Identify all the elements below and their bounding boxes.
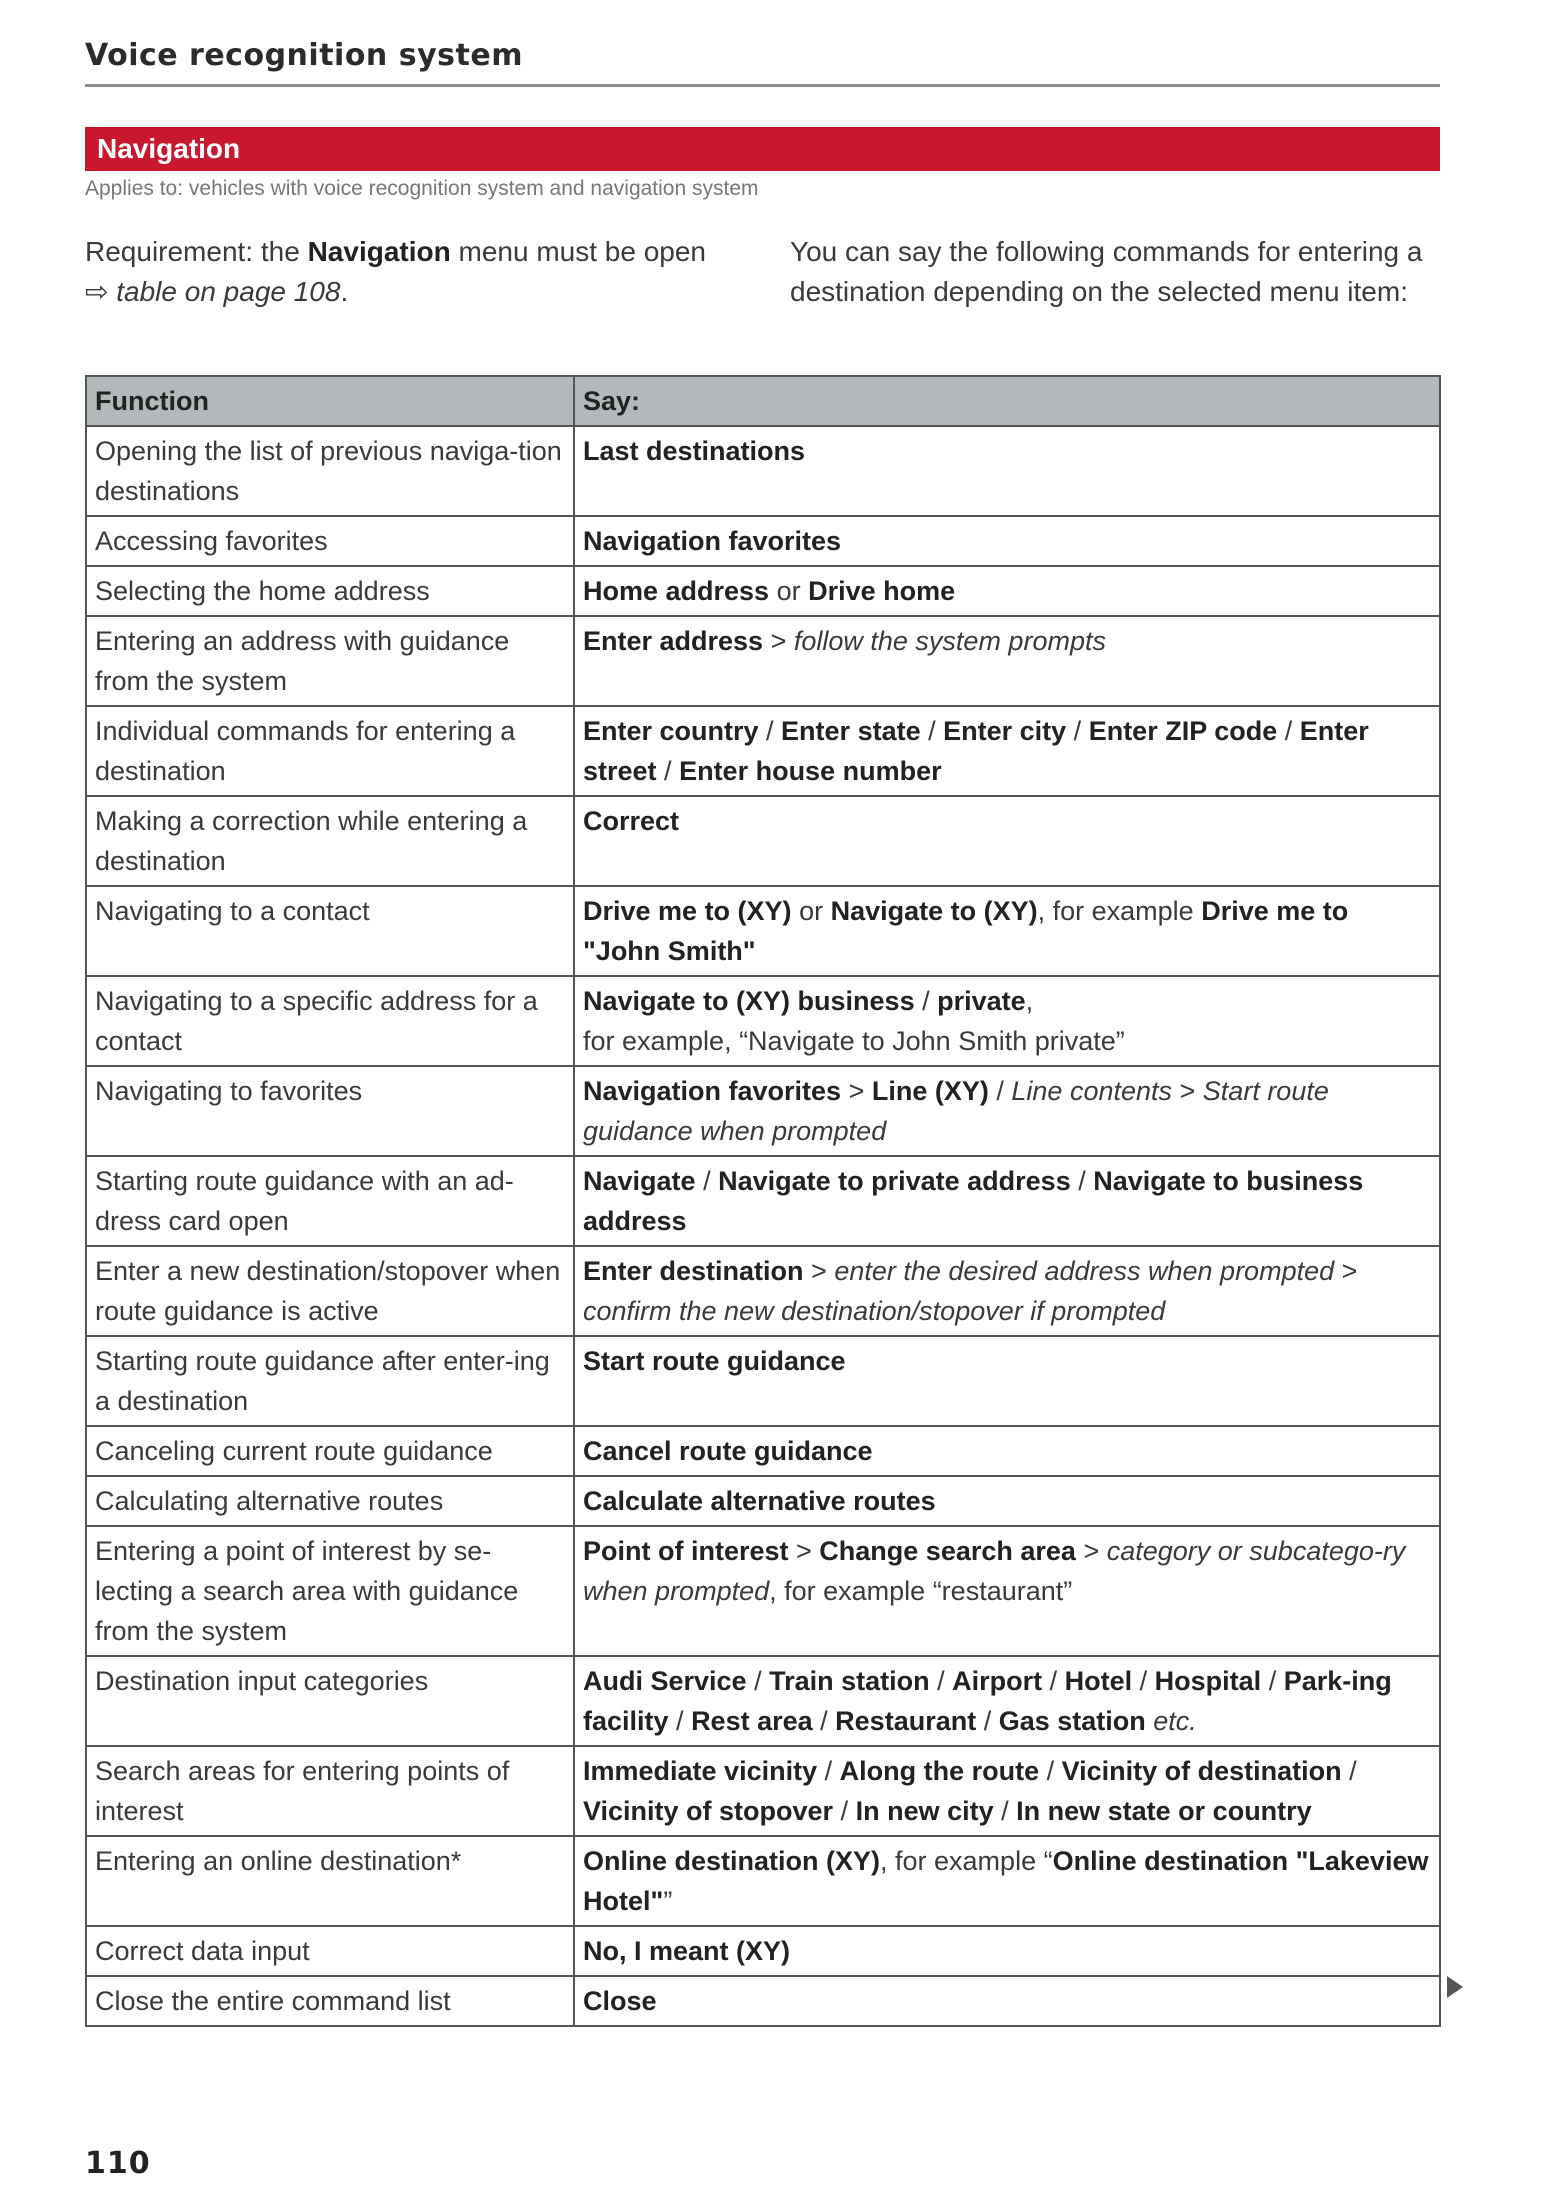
voice-command: Hospital: [1154, 1666, 1262, 1696]
say-cell: [574, 1526, 1440, 1656]
voice-command-table: [85, 375, 1441, 2027]
table-row: [86, 706, 1440, 796]
period: .: [340, 276, 349, 307]
table-row: [86, 1426, 1440, 1476]
voice-command: Calculate alternative routes: [583, 1486, 936, 1516]
requirement-text-middle: menu must be open: [450, 236, 706, 267]
voice-command: Navigate to (XY): [830, 896, 1038, 926]
voice-command: Cancel route guidance: [583, 1436, 873, 1466]
connector-text: /: [1039, 1756, 1062, 1786]
say-cell: [574, 1976, 1440, 2026]
connector-text: >: [763, 626, 794, 656]
voice-command: Immediate vicinity: [583, 1756, 818, 1786]
table-row: [86, 516, 1440, 566]
voice-command: In new city: [855, 1796, 994, 1826]
instruction-text: Start route guidance when prompted: [583, 1076, 1329, 1146]
instruction-text: follow the system prompts: [793, 626, 1106, 656]
table-row: [86, 976, 1440, 1066]
connector-text: /: [1261, 1666, 1284, 1696]
voice-command: Drive home: [808, 576, 956, 606]
connector-text: ”: [663, 1886, 673, 1916]
table-row: [86, 796, 1440, 886]
connector-text: /: [695, 1166, 719, 1196]
column-header-say: Say:: [574, 376, 1440, 426]
connector-text: >: [803, 1256, 835, 1286]
say-cell: [574, 1246, 1440, 1336]
voice-command: Drive me to (XY): [583, 896, 792, 926]
voice-command: Enter country: [583, 716, 759, 746]
function-cell: Search areas for entering points of interest: [86, 1746, 574, 1836]
table-body: [86, 426, 1440, 2026]
connector-text: >: [841, 1076, 872, 1106]
voice-command: Navigation favorites: [583, 1076, 842, 1106]
say-cell: [574, 516, 1440, 566]
voice-command: No, I meant (XY): [583, 1936, 791, 1966]
function-cell: Canceling current route guidance: [86, 1426, 574, 1476]
voice-command: Enter street: [583, 716, 1369, 786]
voice-command: Last destinations: [583, 436, 806, 466]
section-title: Navigation: [97, 133, 241, 164]
table-row: [86, 1976, 1440, 2026]
table-header-row: [86, 376, 1440, 426]
voice-command: Rest area: [691, 1706, 813, 1736]
say-cell: [574, 706, 1440, 796]
connector-text: ,: [1025, 986, 1034, 1016]
table-row: [86, 1476, 1440, 1526]
connector-text: >: [1075, 1536, 1107, 1566]
table-row: [86, 426, 1440, 516]
connector-text: /: [668, 1706, 692, 1736]
table-row: [86, 1336, 1440, 1426]
voice-command: Navigation favorites: [583, 526, 842, 556]
table-row: [86, 1526, 1440, 1656]
function-cell: Calculating alternative routes: [86, 1476, 574, 1526]
connector-text: /: [1341, 1756, 1357, 1786]
applies-to-note: Applies to: vehicles with voice recognition system and navigation system: [85, 177, 759, 200]
column-header-function: Function: [86, 376, 574, 426]
say-cell: [574, 1156, 1440, 1246]
function-cell: Starting route guidance with an ad-dress card open: [86, 1156, 574, 1246]
voice-command: Online destination (XY): [583, 1846, 881, 1876]
section-header-bar: [85, 127, 1440, 171]
voice-command: Navigate to (XY) business: [583, 986, 915, 1016]
say-cell: [574, 1476, 1440, 1526]
table-row: [86, 1066, 1440, 1156]
function-cell: Individual commands for entering a destination: [86, 706, 574, 796]
say-cell: [574, 1836, 1440, 1926]
function-cell: Destination input categories: [86, 1656, 574, 1746]
function-cell: Entering a point of interest by se-lecting a search area with guidance from the system: [86, 1526, 574, 1656]
connector-text: /: [746, 1666, 770, 1696]
say-cell: [574, 1746, 1440, 1836]
function-cell: Correct data input: [86, 1926, 574, 1976]
say-cell: [574, 1426, 1440, 1476]
voice-command: Airport: [952, 1666, 1043, 1696]
connector-text: /: [1132, 1666, 1155, 1696]
function-cell: Opening the list of previous naviga-tion destinations: [86, 426, 574, 516]
voice-command: Drive me to "John Smith": [583, 896, 1349, 966]
voice-command: Audi Service: [583, 1666, 747, 1696]
say-cell: [574, 1066, 1440, 1156]
connector-text: /: [993, 1796, 1017, 1826]
voice-command: Gas station: [998, 1706, 1146, 1736]
connector-text: /: [929, 1666, 953, 1696]
voice-command: Enter address: [583, 626, 764, 656]
connector-text: or: [791, 896, 831, 926]
voice-command: Navigate to business address: [583, 1166, 1364, 1236]
connector-text: /: [914, 986, 938, 1016]
cross-reference-arrow-icon: ⇨: [85, 276, 109, 307]
voice-command: Correct: [583, 806, 680, 836]
say-cell: [574, 426, 1440, 516]
menu-name: Navigation: [307, 236, 451, 267]
instruction-text: etc.: [1145, 1706, 1197, 1736]
table-row: [86, 886, 1440, 976]
connector-text: , for example: [1037, 896, 1202, 926]
connector-text: /: [1042, 1666, 1065, 1696]
function-cell: Entering an online destination*: [86, 1836, 574, 1926]
voice-command: Line (XY): [871, 1076, 989, 1106]
connector-text: , for example “: [880, 1846, 1053, 1876]
requirement-paragraph: [85, 232, 725, 312]
instruction-text: confirm the new destination/stopover if prompted: [583, 1296, 1166, 1326]
say-cell: [574, 886, 1440, 976]
connector-text: /: [1070, 1166, 1094, 1196]
voice-command: Restaurant: [835, 1706, 977, 1736]
voice-command: Navigate to private address: [718, 1166, 1071, 1196]
table-row: [86, 1656, 1440, 1746]
say-cell: [574, 796, 1440, 886]
voice-command: Start route guidance: [583, 1346, 846, 1376]
intro-paragraph: You can say the following commands for entering a destination depending on the selected menu item:: [790, 236, 1423, 307]
function-cell: Navigating to a contact: [86, 886, 574, 976]
voice-command: Vicinity of stopover: [583, 1796, 834, 1826]
function-cell: Starting route guidance after enter-ing a destination: [86, 1336, 574, 1426]
say-cell: [574, 1656, 1440, 1746]
function-cell: Entering an address with guidance from the system: [86, 616, 574, 706]
table-row: [86, 1836, 1440, 1926]
say-cell: [574, 1926, 1440, 1976]
connector-text: /: [1277, 716, 1300, 746]
function-cell: Accessing favorites: [86, 516, 574, 566]
instruction-text: category or subcatego-ry when prompted: [583, 1536, 1406, 1606]
voice-command: Park-ing facility: [583, 1666, 1392, 1736]
connector-text: >: [1334, 1256, 1358, 1286]
connector-text: , for example “restaurant”: [769, 1576, 1073, 1606]
voice-command: Vicinity of destination: [1061, 1756, 1342, 1786]
table-row: [86, 566, 1440, 616]
connector-text: >: [1172, 1076, 1203, 1106]
voice-command: Enter ZIP code: [1088, 716, 1278, 746]
function-cell: Navigating to a specific address for a contact: [86, 976, 574, 1066]
chapter-title: Voice recognition system: [85, 38, 523, 73]
chapter-divider: [85, 84, 1440, 87]
voice-command: private: [937, 986, 1026, 1016]
table-row: [86, 1156, 1440, 1246]
connector-text: >: [788, 1536, 820, 1566]
voice-command: Train station: [769, 1666, 930, 1696]
function-cell: Enter a new destination/stopover when route guidance is active: [86, 1246, 574, 1336]
voice-command: Hotel: [1064, 1666, 1133, 1696]
function-cell: Making a correction while entering a destination: [86, 796, 574, 886]
function-cell: Selecting the home address: [86, 566, 574, 616]
say-cell: [574, 1336, 1440, 1426]
voice-command: Enter house number: [679, 756, 942, 786]
connector-text: /: [812, 1706, 836, 1736]
table-row: [86, 1926, 1440, 1976]
connector-text: for example, “Navigate to John Smith private”: [583, 1026, 1125, 1056]
say-cell: [574, 616, 1440, 706]
say-cell: [574, 566, 1440, 616]
instruction-text: enter the desired address when prompted: [834, 1256, 1335, 1286]
instruction-text: Line contents: [1011, 1076, 1173, 1106]
voice-command: Navigate: [583, 1166, 696, 1196]
connector-text: /: [920, 716, 944, 746]
voice-command: Enter state: [781, 716, 921, 746]
function-cell: Navigating to favorites: [86, 1066, 574, 1156]
voice-command: Along the route: [839, 1756, 1040, 1786]
voice-command: In new state or country: [1016, 1796, 1312, 1826]
page-number: 110: [85, 2146, 151, 2181]
connector-text: /: [988, 1076, 1012, 1106]
connector-text: /: [656, 756, 680, 786]
connector-text: /: [976, 1706, 999, 1736]
table-row: [86, 1746, 1440, 1836]
function-cell: Close the entire command list: [86, 1976, 574, 2026]
cross-reference-link[interactable]: table on page 108: [116, 276, 341, 307]
table-row: [86, 1246, 1440, 1336]
voice-command: Home address: [583, 576, 770, 606]
table-row: [86, 616, 1440, 706]
continue-arrow-icon: [1447, 1976, 1463, 1998]
connector-text: /: [817, 1756, 840, 1786]
requirement-text: Requirement: the: [85, 236, 308, 267]
connector-text: or: [769, 576, 809, 606]
say-cell: [574, 976, 1440, 1066]
connector-text: /: [1066, 716, 1089, 746]
voice-command: Online destination "Lakeview Hotel": [583, 1846, 1429, 1916]
voice-command: Close: [583, 1986, 657, 2016]
voice-command: Enter destination: [583, 1256, 804, 1286]
voice-command: Enter city: [943, 716, 1067, 746]
connector-text: /: [758, 716, 782, 746]
connector-text: /: [833, 1796, 856, 1826]
voice-command: Point of interest: [583, 1536, 789, 1566]
voice-command: Change search area: [819, 1536, 1076, 1566]
